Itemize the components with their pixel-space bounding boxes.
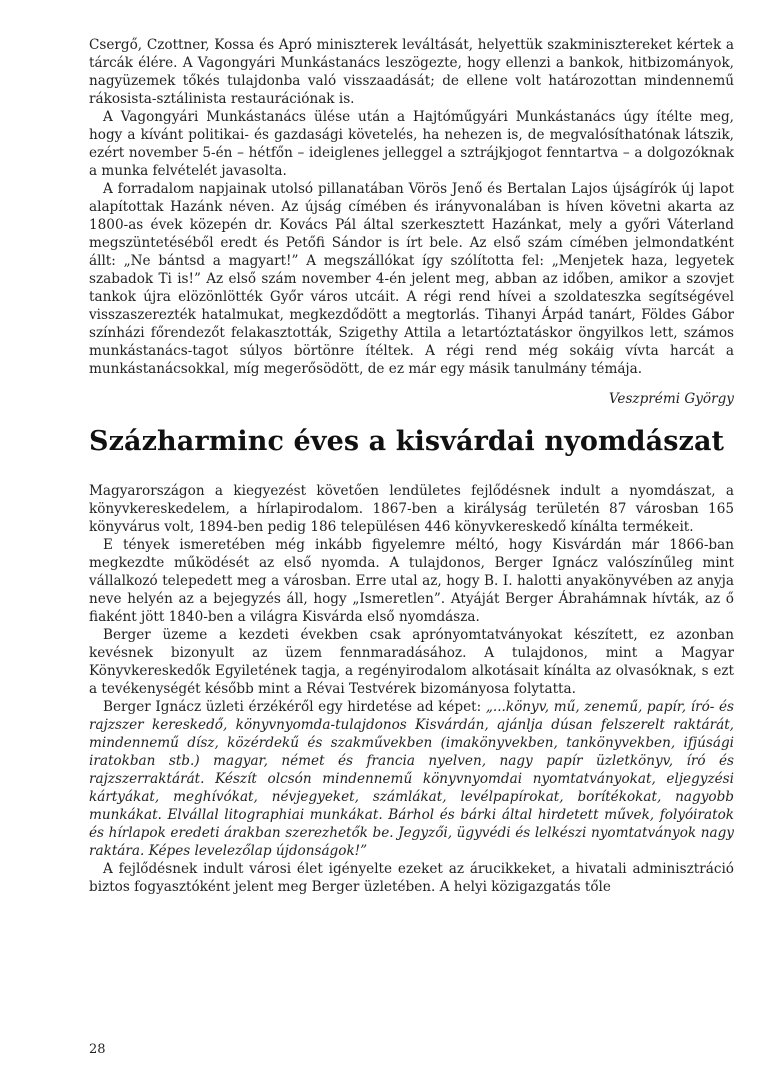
article-title: Százharminc éves a kisvárdai nyomdászat <box>89 426 725 457</box>
paragraph: Berger üzeme a kezdeti években csak aprónyomtatványokat készített, ez azonban kevésnek bizonyult az üzem fennmaradásához. A tulajdonos, mint a Magyar Könyvkereskedők Egyiletének tagja, a regényirodalom alkotásait kínálta az olvasóknak, s ezt a tevékenységét később mint a Révai Testvérek bizományosa folytatta. <box>89 627 734 697</box>
paragraph: Csergő, Czottner, Kossa és Apró miniszterek leváltását, helyettük szakminisztereket kértek a tárcák élére. A Vagongyári Munkástanács leszögezte, hogy ellenzi a bankok, hitbizományok, nagyüzemek tőkés tulajdonba való visszaadását; de ellene volt határozottan mindennemű rákosista-sztálinista restaurációnak is. <box>89 37 734 107</box>
article-kisvarda-printing <box>89 422 734 896</box>
article-continuation <box>89 36 734 408</box>
author-signature: Veszprémi György <box>608 391 734 407</box>
paragraph: A Vagongyári Munkástanács ülése után a Hajtóműgyári Munkástanács úgy ítélte meg, hogy a kívánt politikai- és gazdasági követelés, ha nehezen is, de megvalósíthatónak látszik, ezért november 5-én – hétfőn – ideiglenes jelleggel a sztrájkjogot fenntartva – a dolgozóknak a munka felvételét javasolta. <box>89 109 734 179</box>
ad-quote: „...könyv, mű, zenemű, papír, író- és rajzszer kereskedő, könyvnyomda-tulajdonos Kisvárdán, ajánlja dúsan felszerelt raktárát, mindennemű dísz, közérdekű és szakművekben (imakönyvekben, tankönyvekben, ifjúsági iratokban stb.) magyar, német és francia nyelven, nagy papír üzletkönyv, író és rajzszerraktárát. Készít olcsón mindennemű könyvnyomdai nyomtatványokat, eljegyzési kártyákat, meghívókat, névjegyeket, számlákat, levélpapírokat, borítékokat, nagyobb munkákat. Elvállal litographiai munkákat. Bárhol és bárki által hirdetett művek, folyóiratok és hírlapok eredeti árakban szerezhetők be. Jegyzői, ügyvédi és lelkészi nyomtatványok nagy raktára. Képes levelezőlap újdonságok!” <box>89 699 734 859</box>
paragraph: A fejlődésnek indult városi élet igényelte ezeket az árucikkeket, a hivatali adminisztráció biztos fogyasztóként jelent meg Berger üzletében. A helyi közigazgatás tőle <box>89 861 734 895</box>
ad-intro: Berger Ignácz üzleti érzékéről egy hirdetése ad képet: <box>103 699 486 715</box>
text-column <box>89 36 734 896</box>
paragraph: E tények ismeretében még inkább figyelemre méltó, hogy Kisvárdán már 1866-ban megkezdte működését az első nyomda. A tulajdonos, Berger Ignácz valószínűleg mint vállalkozó telepedett meg a városban. Erre utal az, hogy B. I. halotti anyakönyvében az anyja neve helyén az a bejegyzés áll, hogy „Ismeretlen”. Atyáját Berger Ábrahámnak hívták, az ő fiaként jött 1840-ben a világra Kisvárda első nyomdásza. <box>89 537 734 625</box>
page-number: 28 <box>89 1042 106 1057</box>
advertisement-paragraph <box>89 698 734 860</box>
paragraph: Magyarországon a kiegyezést követően lendületes fejlődésnek indult a nyomdászat, a könyvkereskedelem, a hírlapirodalom. 1867-ben a királyság területén 87 városban 165 könyvárus volt, 1894-ben pedig 186 településen 446 könyvkereskedő kínálta termékeit. <box>89 483 734 535</box>
paragraph: A forradalom napjainak utolsó pillanatában Vörös Jenő és Bertalan Lajos újságírók új lapot alapítottak Hazánk néven. Az újság címében és irányvonalában is híven követni akarta az 1800-as évek közepén dr. Kovács Pál által szerkesztett Hazánkat, mely a győri Váterland megszüntetéséből eredt és Petőfi Sándor is írt bele. Az első szám címében jelmondatként állt: „Ne bántsd a magyart!” A megszállókat így szólította fel: „Menjetek haza, legyetek szabadok Ti is!” Az első szám november 4-én jelent meg, abban az időben, amikor a szovjet tankok újra elözönlötték Győr város utcáit. A régi rend hívei a szoldateszka segítségével visszaszerezték hatalmukat, megkezdődött a megtorlás. Tihanyi Árpád tanárt, Földes Gábor színházi főrendezőt felakasztották, Szigethy Attila a letartóztatáskor öngyilkos lett, számos munkástanács-tagot súlyos börtönre ítéltek. A régi rend még sokáig vívta harcát a munkástanácsokkal, míg megerősödött, de ez már egy másik tanulmány témája. <box>89 181 734 377</box>
